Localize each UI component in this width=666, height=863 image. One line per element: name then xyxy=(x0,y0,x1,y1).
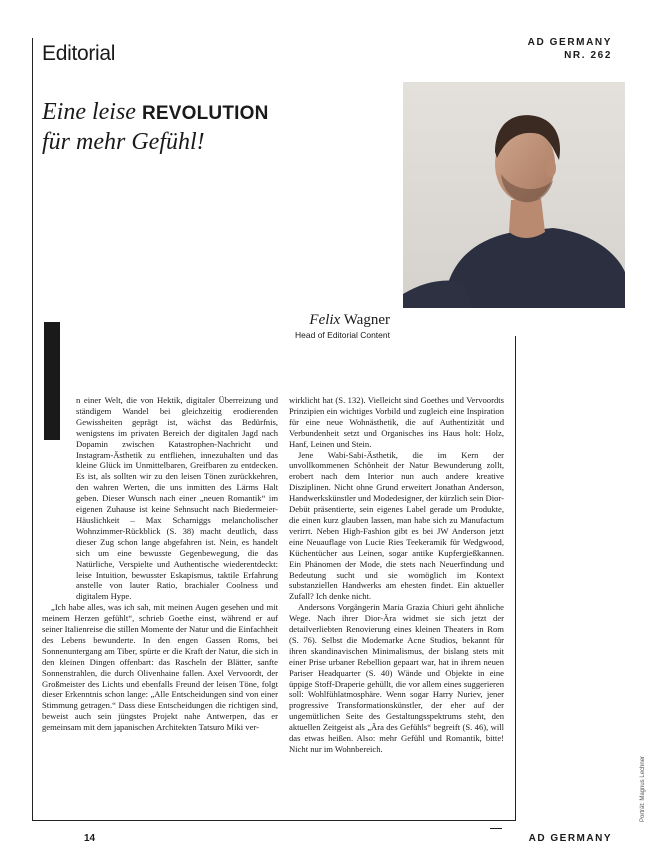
author-portrait xyxy=(403,82,625,308)
masthead xyxy=(528,36,612,62)
issue-number: NR. 262 xyxy=(564,50,612,61)
headline-italic-2: für mehr Gefühl! xyxy=(42,129,205,155)
portrait-illustration xyxy=(403,82,625,308)
magazine-name: AD GERMANY xyxy=(527,37,612,48)
body-paragraph: Andersons Vorgängerin Maria Grazia Chiuri geht ähnliche Wege. Nach ihrer Dior-Ära widmet sie sich jetzt der detailverliebten Renovierung eines kleinen Theaters in Rom (S. 76). Selbst die Modemarke Acne Studios, bekannt für ihren skandinavischen Minimalismus, der bislang stets mit einer Prise urbaner Rebellion gepaart war, hat in ihrem neuen Pariser Headquarter (S. 40) Wände und Objekte in eine üppige Stoff-Draperie gehüllt, die vor allem eines suggerieren soll: Wohlfühlatmosphäre. Wenn sogar Harry Nuriev, jener progressive Transformationskünstler, der eher auf der ungemütlichen Seite des Gestaltungsspektrums steht, den aktuellen Zeitgeist als „Ära des Gefühls“ begreift (S. 46), will das etwas heißen. Also: mehr Gefühl und Romantik, bitte! Nicht nur im Wohnbereich. xyxy=(289,602,504,754)
headline xyxy=(42,98,322,156)
body-column-left xyxy=(42,395,278,733)
body-paragraph: n einer Welt, die von Hektik, digitaler Überreizung und ständigem Wandel bei gleichzeitig erodierenden Gewissheiten geprägt ist, wächst das Bedürfnis, wenigstens im privaten Bereich der digitalen Jagd nach Dopamin zwischen Katastrophen-Nachricht und Instagram-Ästhetik zu entfliehen, innezuhalten und das kleine Glück im Unmittelbaren, Greifbaren zu entdecken. Es ist, als sollten wir zu den leisen Tönen zurückkehren, den wahren Werten, die uns inmitten des Lärms Halt geben. Dieser Wunsch nach einer „neuen Romantik“ im eigenen Zuhause ist keine Sehnsucht nach Biedermeier-Häuslichkeit – Max Scharniggs melancholischer Wohnzimmer-Rückblick (S. 38) macht deutlich, dass dieser Zug schon lange abgefahren ist. Nein, es handelt sich um eine bewusste Gegenbewegung, die das Natürliche, Verspielte und Authentische wiederentdeckt: leise Intuition, bewusster Eskapismus, taktile Erfahrung anstelle von lauter Ratio, brachialer Coolness und digitalem Hype. xyxy=(76,395,278,602)
author-name xyxy=(260,311,390,329)
footer-rule xyxy=(32,820,516,821)
center-vertical-rule xyxy=(515,336,516,820)
body-column-right xyxy=(289,395,504,755)
headline-caps: REVOLUTION xyxy=(141,103,269,124)
author-signature xyxy=(260,311,390,341)
photo-credit: Porträt: Magnus Lechner xyxy=(640,755,646,822)
author-last-name: Wagner xyxy=(343,312,390,328)
footer-brand: AD GERMANY xyxy=(528,833,612,844)
section-label: Editorial xyxy=(42,42,116,65)
author-first-name: Felix xyxy=(309,312,341,328)
body-paragraph: „Ich habe alles, was ich sah, mit meinen Augen gesehen und mit meinem Herzen gefühlt“, schrieb Goethe einst, während er auf seiner Italienreise die stillen Momente der Natur und die Einfachheit des Lebens bewunderte. In den engen Gassen Roms, bei Sonnenuntergang am Tiber, spürte er die Kraft der Natur, die sich in den kleinen Dingen offenbart: das Rascheln der Blätter, sanfte Sonnenstrahlen, die durch Olivenhaine fallen. Axel Vervoordt, der Großmeister des Lichts und ebenfalls Freund der leisen Töne, folgt dieser Erkenntnis schon lange: „Alle Entscheidungen sind von einer Stimmung getragen.“ Dass diese Entscheidungen die richtigen sind, beweist auch sein jüngstes Projekt nahe Antwerpen, das er gemeinsam mit dem japanischen Architekten Tatsuro Miki ver- xyxy=(42,602,279,733)
page-number: 14 xyxy=(84,833,96,844)
left-vertical-rule xyxy=(32,38,33,820)
author-title: Head of Editorial Content xyxy=(295,330,390,340)
headline-italic-1: Eine leise xyxy=(42,99,136,125)
end-mark xyxy=(490,828,502,829)
body-paragraph: wirklicht hat (S. 132). Vielleicht sind Goethes und Vervoordts Prinzipien ein wichtiges Vorbild und zugleich eine Inspiration für eine neue Wohnästhetik, die auf Authentizität und Verbundenheit setzt und Organisches ins Haus holt: Holz, Hanf, Leinen und Stein. xyxy=(289,395,504,449)
body-paragraph: Jene Wabi-Sabi-Ästhetik, die im Kern der unvollkommenen Schönheit der Natur Bewunderung zollt, erobert nach dem Interior nun auch andere kreative Disziplinen. Nicht ohne Grund erweitert Jonathan Anderson, Handwerkskünstler und Modedesigner, der kürzlich sein Dior-Debüt präsentierte, sein eigenes Label gerade um Produkte, die einen kurz glauben lassen, man habe sich zu Manufactum verirrt. Neben High-Fashion gibt es bei JW Anderson jetzt eine Neuauflage von Lucie Ries Teekeramik für Wedgwood, Küchentücher aus Leinen, sogar antike Kupfergießkannen. Ein Phänomen der Mode, die stets nach Neuerfindung und Bedeutung sucht und sie womöglich im Kontext substanziellen Handwerks am ehesten findet. Ein aktueller Zufall? Ich denke nicht. xyxy=(289,449,504,602)
